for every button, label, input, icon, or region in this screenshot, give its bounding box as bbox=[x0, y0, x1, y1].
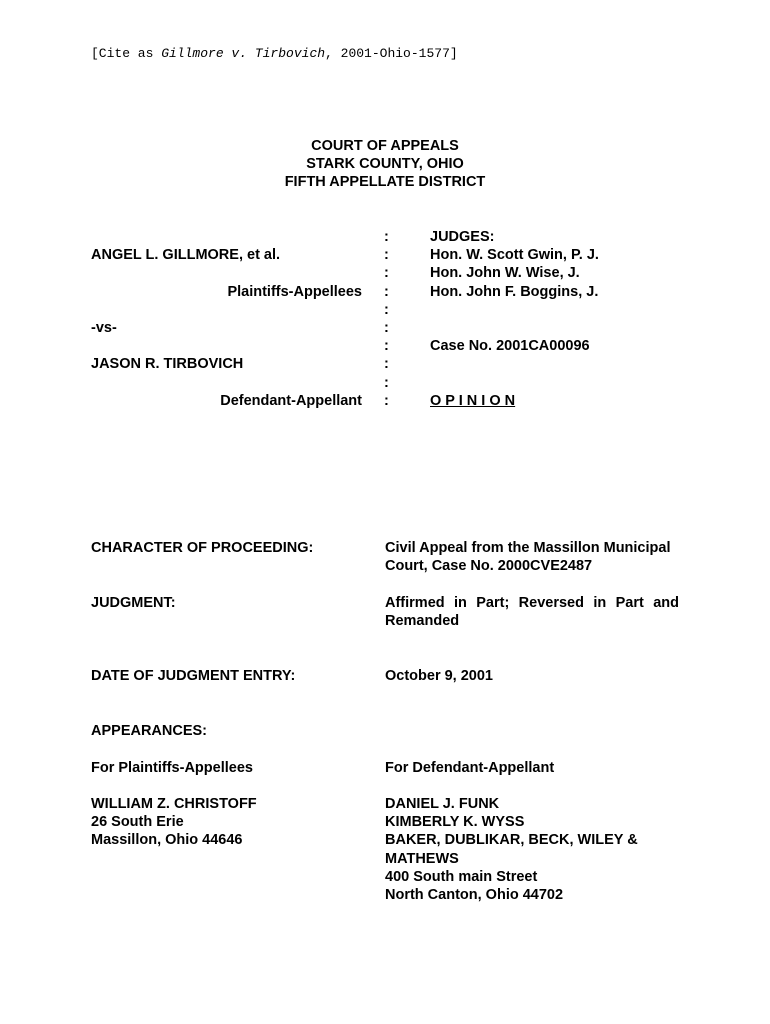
versus-label: -vs- bbox=[91, 320, 117, 336]
date-label: DATE OF JUDGMENT ENTRY: bbox=[91, 668, 296, 684]
citation-header bbox=[91, 46, 458, 62]
proceeding-value: Civil Appeal from the Massillon Municipal Court, Case No. 2000CVE2487 bbox=[385, 540, 671, 574]
caption-colon: : bbox=[384, 393, 389, 409]
date-value: October 9, 2001 bbox=[385, 668, 493, 684]
defendant-name: JASON R. TIRBOVICH bbox=[91, 356, 244, 372]
judgment-label: JUDGMENT: bbox=[91, 595, 176, 611]
citation-suffix: , 2001-Ohio-1577] bbox=[325, 46, 458, 61]
proceeding-label: CHARACTER OF PROCEEDING: bbox=[91, 540, 314, 556]
appellant-counsel-line: MATHEWS bbox=[385, 851, 459, 867]
appellant-counsel-line: KIMBERLY K. WYSS bbox=[385, 814, 525, 830]
caption-colon: : bbox=[384, 284, 389, 300]
appellees-counsel-line: 26 South Erie bbox=[91, 814, 184, 830]
caption-colon: : bbox=[384, 302, 389, 318]
case-number: Case No. 2001CA00096 bbox=[430, 338, 590, 354]
caption-colon: : bbox=[384, 356, 389, 372]
appellant-counsel-line: BAKER, DUBLIKAR, BECK, WILEY & bbox=[385, 832, 638, 848]
citation-case-name: Gillmore v. Tirbovich bbox=[161, 46, 326, 61]
judgment-value: Affirmed in Part; Reversed in Part and Remanded bbox=[385, 595, 679, 629]
opinion-title: O P I N I O N bbox=[430, 393, 516, 409]
appellant-counsel-line: 400 South main Street bbox=[385, 869, 538, 885]
caption-colon: : bbox=[384, 265, 389, 281]
appellees-counsel-line: Massillon, Ohio 44646 bbox=[91, 832, 243, 848]
caption-colon: : bbox=[384, 338, 389, 354]
caption-colon: : bbox=[384, 229, 389, 245]
appellees-counsel-heading: For Plaintiffs-Appellees bbox=[91, 760, 253, 776]
appellant-counsel-line: DANIEL J. FUNK bbox=[385, 796, 500, 812]
defendant-role: Defendant-Appellant bbox=[220, 393, 362, 409]
judge-name: Hon. John W. Wise, J. bbox=[430, 265, 580, 281]
judge-name: Hon. W. Scott Gwin, P. J. bbox=[430, 247, 599, 263]
judge-name: Hon. John F. Boggins, J. bbox=[430, 284, 599, 300]
appellant-counsel-line: North Canton, Ohio 44702 bbox=[385, 887, 564, 903]
court-county: STARK COUNTY, OHIO bbox=[306, 156, 464, 172]
appellees-counsel-line: WILLIAM Z. CHRISTOFF bbox=[91, 796, 257, 812]
plaintiff-role: Plaintiffs-Appellees bbox=[227, 284, 362, 300]
citation-prefix: [Cite as bbox=[91, 46, 162, 61]
caption-colon: : bbox=[384, 247, 389, 263]
appellant-counsel-heading: For Defendant-Appellant bbox=[385, 760, 555, 776]
caption-colon: : bbox=[384, 375, 389, 391]
court-district: FIFTH APPELLATE DISTRICT bbox=[284, 174, 486, 190]
appearances-heading: APPEARANCES: bbox=[91, 723, 208, 739]
court-name: COURT OF APPEALS bbox=[311, 138, 459, 154]
plaintiff-name: ANGEL L. GILLMORE, et al. bbox=[91, 247, 281, 263]
caption-colon: : bbox=[384, 320, 389, 336]
judges-heading: JUDGES: bbox=[430, 229, 495, 245]
